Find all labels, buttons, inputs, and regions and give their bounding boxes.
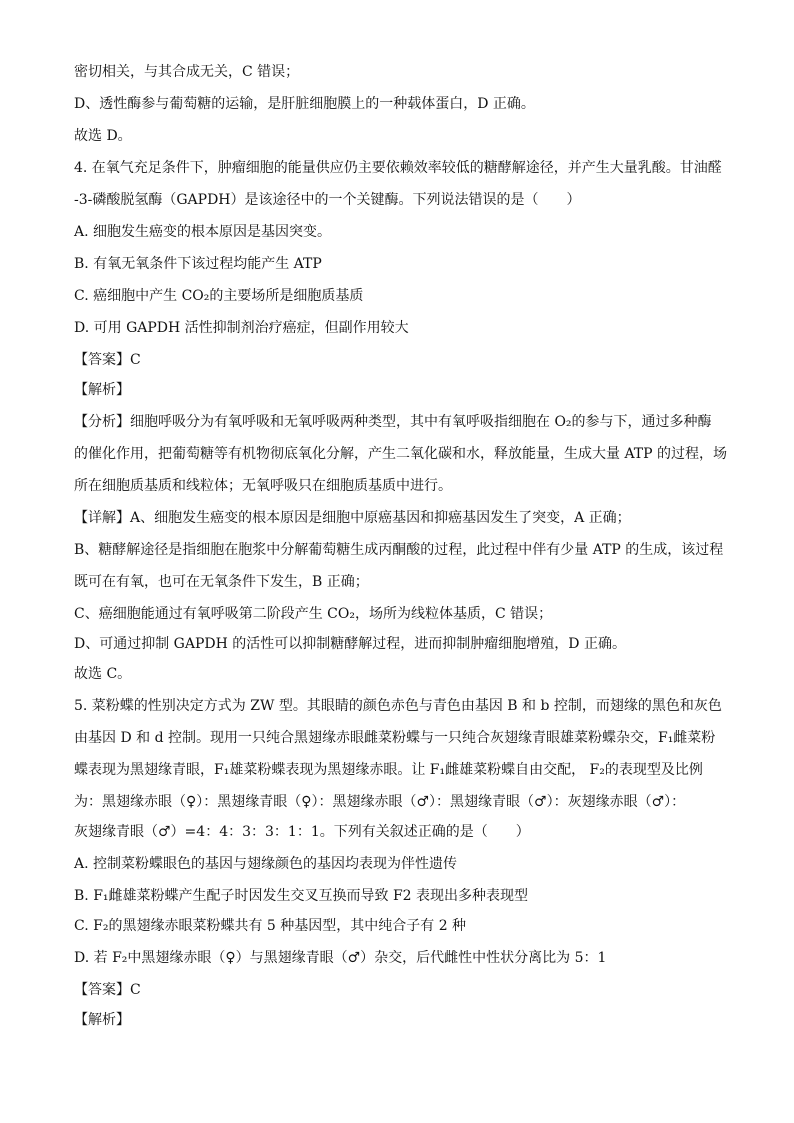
question-5-stem: 蝶表现为黑翅缘青眼，F₁雄菜粉蝶表现为黑翅缘赤眼。让 F₁雌雄菜粉蝶自由交配， F₂的表现型及比例 [74,762,703,778]
question-4-stem: 4. 在氧气充足条件下，肿瘤细胞的能量供应仍主要依赖效率较低的糖酵解途径，并产生大量乳酸。甘油醛 [74,160,722,176]
text-line: 故选 D。 [74,128,132,144]
option-d: D. 可用 GAPDH 活性抑制剂治疗癌症，但副作用较大 [74,320,409,336]
answer-label: 【答案】C [74,982,141,998]
detail-text: 【详解】A、细胞发生癌变的根本原因是细胞中原癌基因和抑癌基因发生了突变，A 正确； [74,510,631,526]
option-c: C. 癌细胞中产生 CO₂的主要场所是细胞质基质 [74,288,364,304]
question-5-stem: 由基因 D 和 d 控制。现用一只纯合黑翅缘赤眼雌菜粉蝶与一只纯合灰翅缘青眼雄菜粉蝶杂交，F₁雌菜粉 [74,730,716,746]
analysis-text: 【分析】细胞呼吸分为有氧呼吸和无氧呼吸两种类型，其中有氧呼吸指细胞在 O₂的参与下，通过多种酶 [74,414,712,430]
answer-label: 【答案】C [74,352,141,368]
analysis-text: 的催化作用，把葡萄糖等有机物彻底氧化分解，产生二氧化碳和水，释放能量，生成大量 ATP 的过程，场 [74,446,728,462]
option-a: A. 细胞发生癌变的根本原因是基因突变。 [74,224,332,240]
option-b: B. F₁雌雄菜粉蝶产生配子时因发生交叉互换而导致 F2 表现出多种表现型 [74,888,529,904]
conclusion-text: 故选 C。 [74,666,132,682]
question-5-stem: 为：黑翅缘赤眼（♀）：黑翅缘青眼（♀）：黑翅缘赤眼（♂）：黑翅缘青眼（♂）：灰翅缘赤眼（♂）： [74,794,686,810]
detail-text: D、可通过抑制 GAPDH 的活性可以抑制糖酵解过程，进而抑制肿瘤细胞增殖，D 正确。 [74,636,626,652]
analysis-heading: 【解析】 [74,382,130,398]
option-a: A. 控制菜粉蝶眼色的基因与翅缘颜色的基因均表现为伴性遗传 [74,856,458,872]
option-d: D. 若 F₂中黑翅缘赤眼（♀）与黑翅缘青眼（♂）杂交，后代雌性中性状分离比为 5：1 [74,950,607,966]
option-c: C. F₂的黑翅缘赤眼菜粉蝶共有 5 种基因型，其中纯合子有 2 种 [74,918,467,934]
analysis-text: 所在细胞质基质和线粒体；无氧呼吸只在细胞质基质中进行。 [74,478,452,494]
detail-text: 既可在有氧，也可在无氧条件下发生，B 正确； [74,574,369,590]
question-5-stem: 灰翅缘青眼（♂）=4：4：3：3：1：1。下列有关叙述正确的是（ ） [74,824,530,840]
text-line: 密切相关，与其合成无关，C 错误； [74,64,300,80]
question-4-stem: -3-磷酸脱氢酶（GAPDH）是该途径中的一个关键酶。下列说法错误的是（ ） [74,192,581,208]
question-5-stem: 5. 菜粉蝶的性别决定方式为 ZW 型。其眼睛的颜色赤色与青色由基因 B 和 b 控制，而翅缘的黑色和灰色 [74,698,722,714]
text-line: D、透性酶参与葡萄糖的运输，是肝脏细胞膜上的一种载体蛋白，D 正确。 [74,96,535,112]
option-b: B. 有氧无氧条件下该过程均能产生 ATP [74,256,322,272]
detail-text: C、癌细胞能通过有氧呼吸第二阶段产生 CO₂，场所为线粒体基质，C 错误； [74,606,553,622]
detail-text: B、糖酵解途径是指细胞在胞浆中分解葡萄糖生成丙酮酸的过程，此过程中伴有少量 ATP 的生成，该过程 [74,542,724,558]
analysis-heading: 【解析】 [74,1012,130,1028]
